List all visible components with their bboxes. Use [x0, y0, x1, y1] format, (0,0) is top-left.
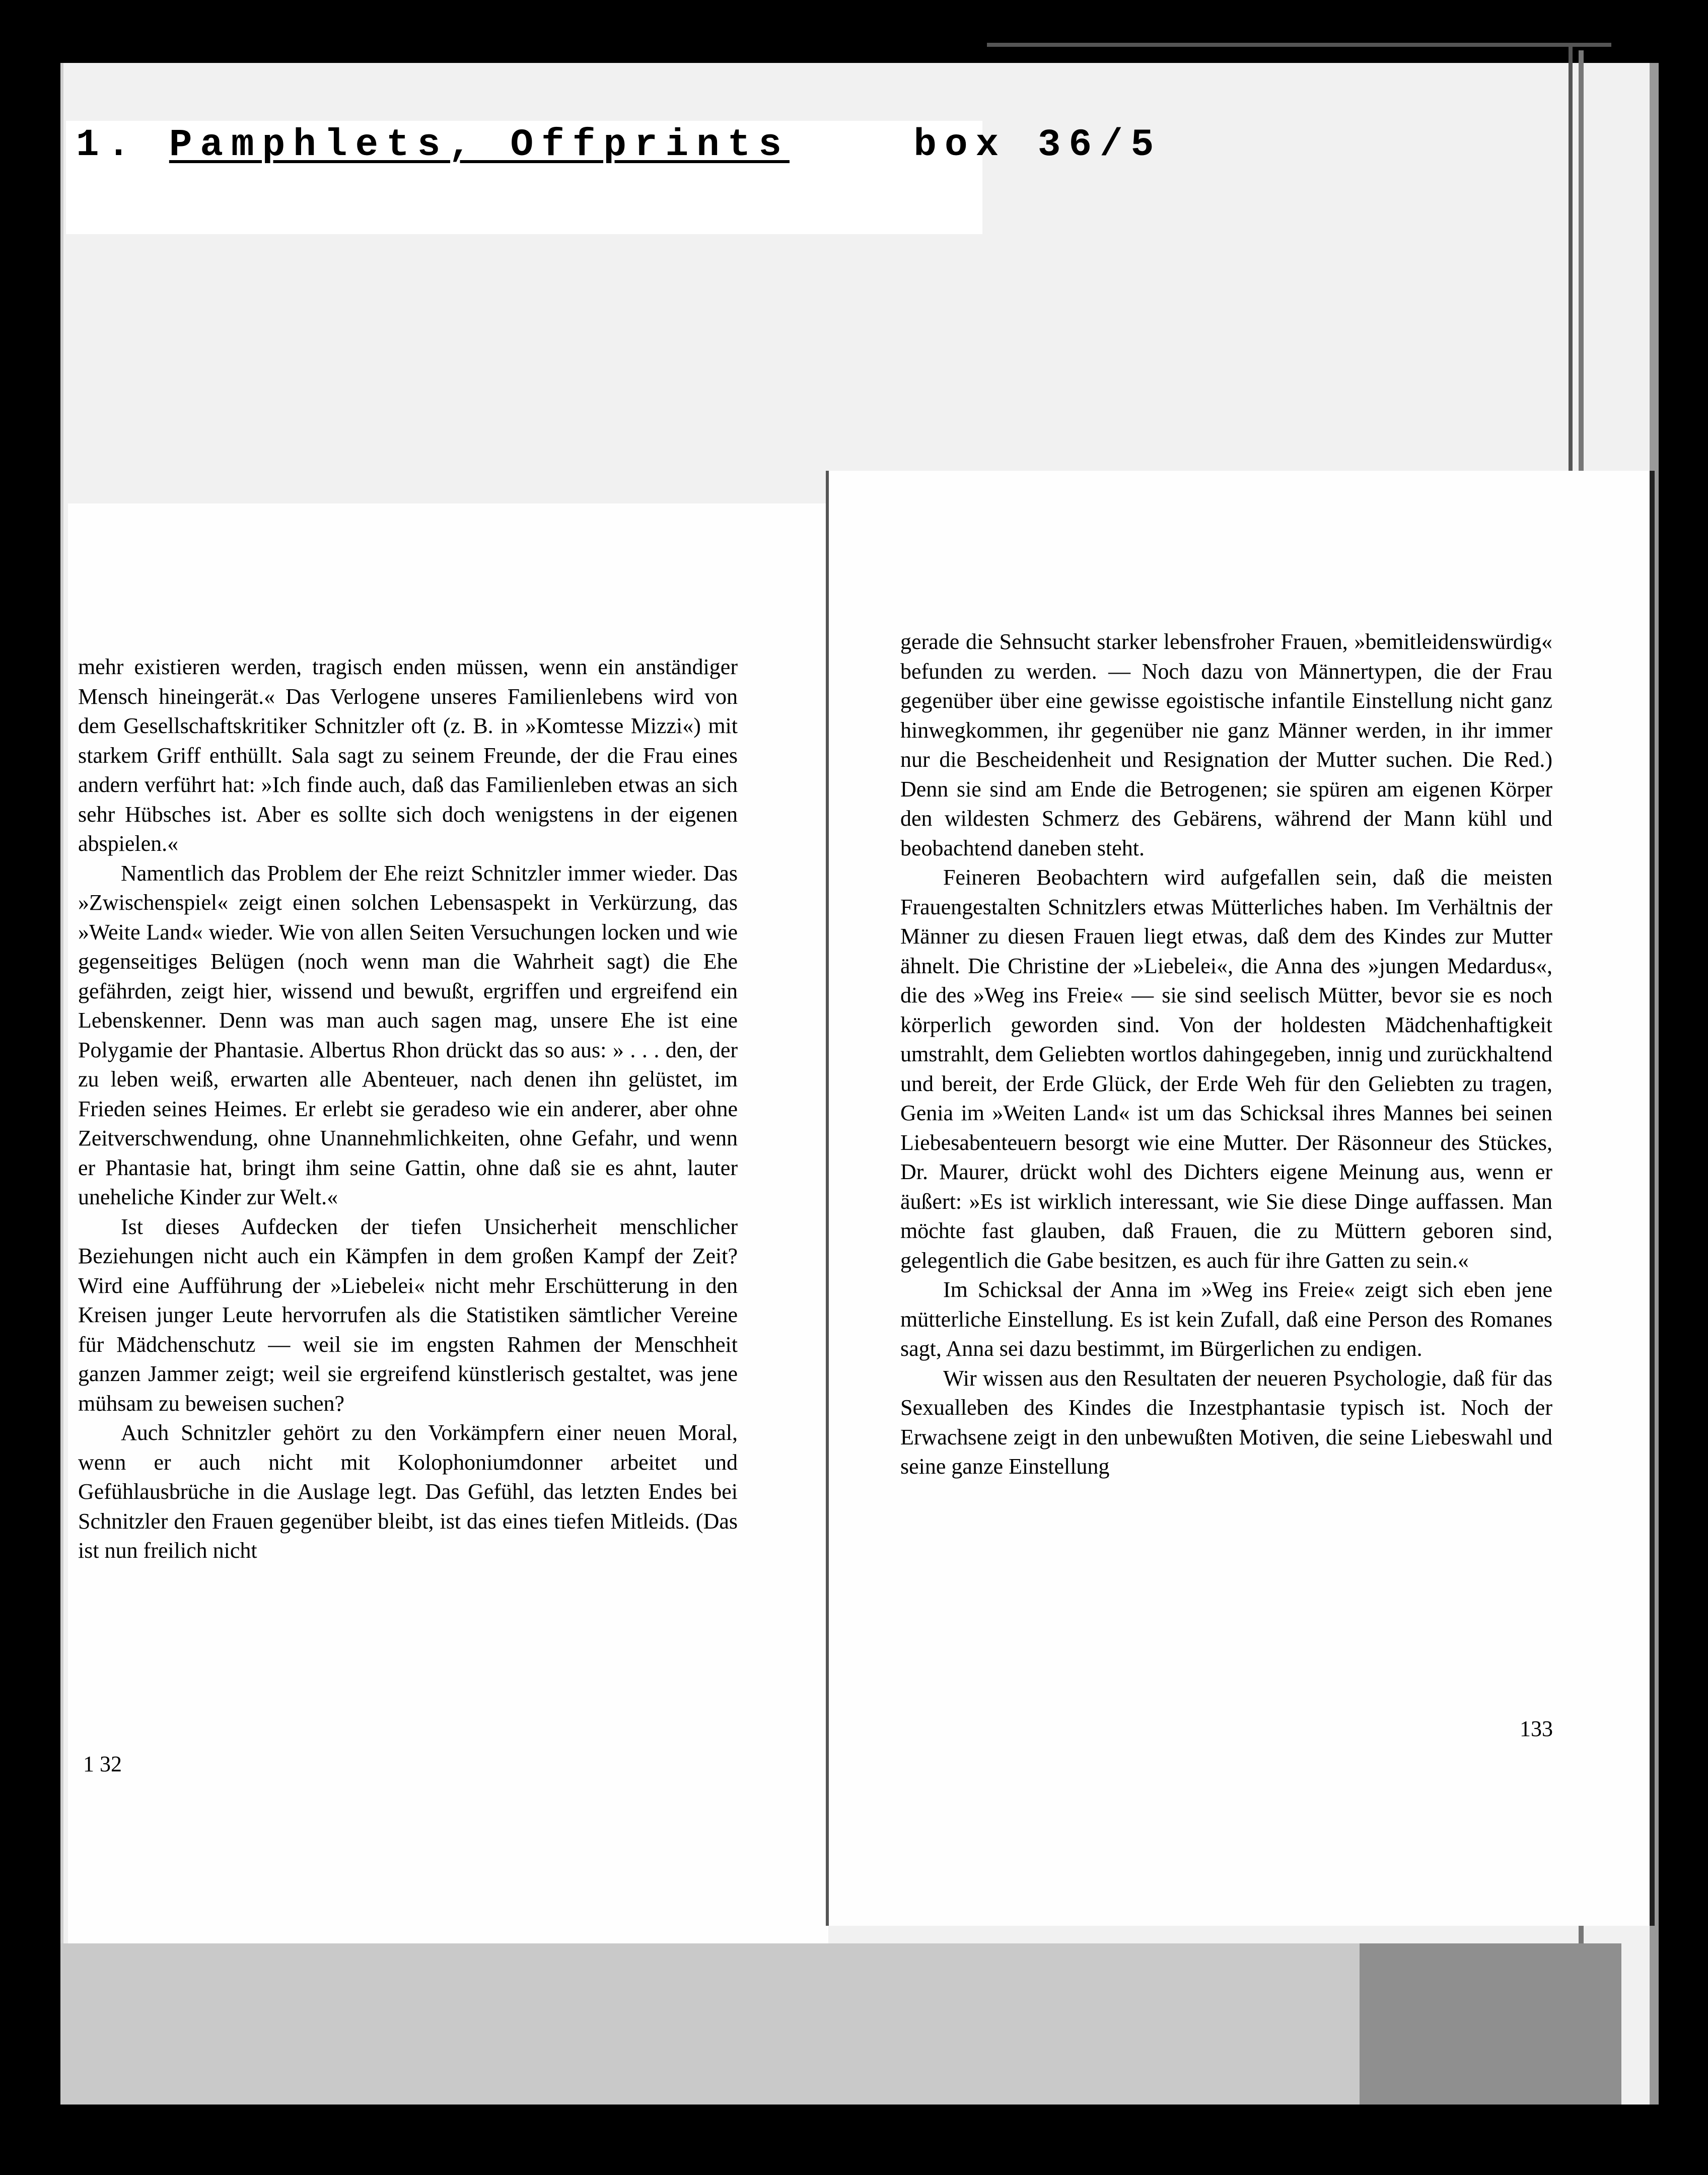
right-page-number: 133 — [1520, 1716, 1553, 1741]
sheet-bottom-shadow — [1360, 1943, 1621, 2105]
paragraph: Im Schicksal der Anna im »Weg ins Freie« zeigt sich eben jene mütterliche Einstellung. Es ist kein Zufall, daß eine Person des Romanes sagt, Anna sei dazu bestimmt, im Bürgerlichen zu endigen. — [900, 1277, 1552, 1361]
paragraph: Feineren Beobachtern wird aufgefallen sein, daß die meisten Frauengestalten Schnitzlers etwas Mütterliches haben. Im Verhältnis der Männer zu diesen Frauen liegt etwas, daß dem des Kindes zur Mutter ähnelt. Die Christine der »Liebelei«, die Anna des »jungen Medardus«, die des »Weg ins Freie« — sie sind seelisch Mütter, bevor sie es noch körperlich geworden sind. Von der holdesten Mädchenhaftigkeit umstrahlt, dem Geliebten wortlos dahingegeben, innig und zurückhaltend und bereit, der Erde Glück, der Erde Weh für den Geliebten zu tragen, Genia im »Weiten Land« ist um das Schicksal ihres Mannes bei seinen Liebesabenteuern besorgt wie eine Mutter. Der Räsonneur des Stückes, Dr. Maurer, drückt wohl des Dichters eigene Meinung aus, wenn er äußert: »Es ist wirklich interessant, wie Sie diese Dinge auffassen. Man möchte fast glauben, daß Frauen, die zu Müttern geboren sind, gelegentlich die Gabe besitzen, es auch für ihre Gatten zu sein.« — [900, 865, 1552, 1273]
archive-label — [76, 123, 1162, 167]
paragraph: gerade die Sehnsucht starker lebensfroher Frauen, »bemitleidenswürdig« befunden zu werden. — Noch dazu von Männertypen, die der Frau gegenüber über eine gewisse egoistische infantile Einstellung nicht ganz hinwegkommen, ihr gegenüber nie ganz Männer werden, in ihr immer nur die Bescheidenheit und Resignation der Mutter suchen. Die Red.) Denn sie sind am Ende die Betrogenen; sie spüren am eigenen Körper den wildesten Schmerz des Gebärens, während der Mann kühl und beobachtend daneben steht. — [900, 629, 1552, 860]
paragraph: Auch Schnitzler gehört zu den Vorkämpfern einer neuen Moral, wenn er auch nicht mit Kolophoniumdonner arbeitet und Gefühlausbrüche in die Auslage legt. Das Gefühl, das letzten Endes bei Schnitzler den Frauen gegenüber bleibt, ist das eines tiefen Mitleids. (Das ist nun freilich nicht — [78, 1420, 738, 1563]
label-category: Pamphlets, Offprints — [169, 123, 790, 167]
paper-fold-edge — [1569, 43, 1573, 481]
paragraph: Wir wissen aus den Resultaten der neueren Psychologie, daß für das Sexualleben des Kindes die Inzestphantasie typisch ist. Noch der Erwachsene zeigt in den unbewußten Motiven, die seine Liebeswahl und seine ganze Einstellung — [900, 1365, 1552, 1479]
right-page-text — [900, 627, 1552, 1482]
right-page-edge — [1650, 471, 1655, 1926]
left-page-text — [78, 652, 738, 1566]
paragraph: Ist dieses Aufdecken der tiefen Unsicherheit menschlicher Beziehungen nicht auch ein Kämpfen in dem großen Kampf der Zeit? Wird eine Aufführung der »Liebelei« nicht mehr Erschütterung in den Kreisen junger Leute hervorrufen als die Statistiken sämtlicher Vereine für Mädchenschutz — weil sie im engsten Rahmen der Menschheit ganzen Jammer zeigt; weil sie ergreifend künstlerisch gestaltet, was jene mühsam zu beweisen suchen? — [78, 1214, 738, 1416]
left-page-number: 1 32 — [83, 1752, 122, 1776]
paragraph: Namentlich das Problem der Ehe reizt Schnitzler immer wieder. Das »Zwischenspiel« zeigt einen solchen Lebensaspekt in Verkürzung, das »Weite Land« wieder. Wie von allen Seiten Versuchungen locken und wie gegenseitiges Belügen (noch wenn man die Wahrheit sagt) die Ehe gefährden, zeigt hier, wissend und bewußt, ergriffen und ergreifend ein Lebenskenner. Denn was man auch sagen mag, unsere Ehe ist eine Polygamie der Phantasie. Albertus Rhon drückt das so aus: » . . . den, der zu leben weiß, erwarten alle Abenteuer, nach denen ihn gelüstet, im Frieden seines Heimes. Er erlebt sie geradeso wie ein anderer, aber ohne Zeitverschwendung, ohne Unannehmlichkeiten, ohne Gefahr, und wenn er Phantasie hat, bringt ihm seine Gattin, ohne daß sie es ahnt, lauter uneheliche Kinder zur Welt.« — [78, 860, 738, 1209]
paper-fold-line — [987, 43, 1611, 47]
paragraph: mehr existieren werden, tragisch enden müssen, wenn ein anständiger Mensch hineingerät.« Das Verlogene unseres Familienlebens wird von dem Gesellschaftskritiker Schnitzler oft (z. B. in »Komtesse Mizzi«) mit starkem Griff enthüllt. Sala sagt zu seinem Freunde, der die Frau eines andern verführt hat: »Ich finde auch, daß das Familienleben etwas an sich sehr Hübsches ist. Aber es sollte sich doch wenigstens in der eigenen abspielen.« — [78, 655, 738, 856]
label-box-number: box 36/5 — [913, 123, 1162, 167]
label-number: 1. — [76, 123, 138, 167]
